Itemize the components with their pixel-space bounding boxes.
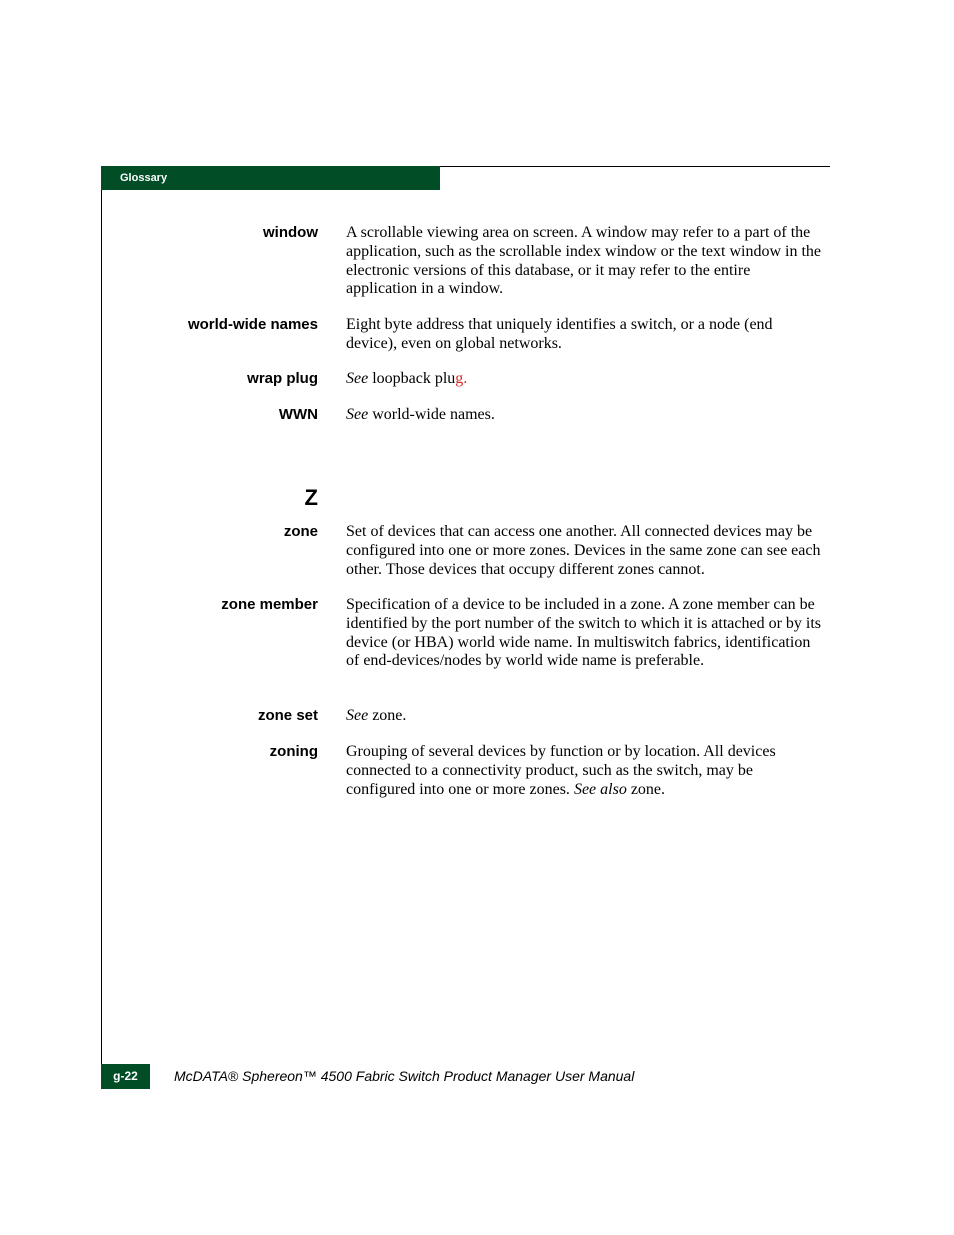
cross-reference-highlight: g — [455, 370, 464, 387]
glossary-term-world-wide-names: world-wide names — [187, 316, 318, 333]
glossary-term-zone-set: zone set — [257, 707, 318, 724]
glossary-definition-zoning — [346, 743, 824, 799]
glossary-definition-wwn — [346, 406, 824, 425]
glossary-definition-window: A scrollable viewing area on screen. A window may refer to a part of the application, such as the scrollable index window or the text window in the electronic versions of this database, or it may refer to the entire application in a window. — [346, 224, 821, 298]
glossary-definition-wrap-plug — [346, 370, 824, 389]
glossary-definition-zone: Set of devices that can access one another. All connected devices may be configured into one or more zones. Devices in the same zone can see each other. Those devices that occupy different zones cannot. — [346, 523, 821, 578]
cross-reference-text[interactable]: world-wide names. — [372, 406, 495, 423]
glossary-definition-world-wide-names: Eight byte address that uniquely identifies a switch, or a node (end device), even on global networks. — [346, 316, 773, 352]
see-also-label: See also — [573, 780, 627, 798]
glossary-definition-zone-member: Specification of a device to be included in a zone. A zone member can be identified by the port number of the switch to which it is attached or by its device (or HBA) world wide name. In multiswitch fabrics, identification of end-devices/nodes by world wide name is preferable. — [346, 596, 822, 670]
glossary-term-wwn: WWN — [278, 406, 318, 423]
see-label: See — [346, 406, 369, 423]
cross-reference-text: loopback plu — [372, 370, 456, 387]
cross-reference-text[interactable]: zone. — [630, 780, 666, 798]
cross-reference-link[interactable] — [372, 370, 467, 387]
left-margin-rule — [101, 190, 102, 1087]
see-label: See — [346, 707, 369, 724]
glossary-term-window: window — [263, 224, 318, 241]
glossary-term-wrap-plug: wrap plug — [247, 370, 318, 387]
see-label: See — [346, 370, 369, 387]
glossary-term-zone-member: zone member — [221, 596, 318, 613]
cross-reference-text[interactable]: zone. — [372, 707, 407, 724]
cross-reference-period: . — [463, 370, 468, 387]
glossary-term-zone: zone — [283, 523, 318, 540]
glossary-definition-zone-set — [346, 707, 824, 726]
header-section-tab: Glossary — [101, 166, 440, 190]
page-number-tab: g-22 — [101, 1064, 150, 1089]
section-letter-heading: Z — [304, 485, 318, 510]
footer-manual-title: McDATA® Sphereon™ 4500 Fabric Switch Product Manager User Manual — [174, 1068, 635, 1084]
definition-text: Grouping of several devices by function or by location. All devices connected to a connectivity product, such as the switch, may be configured into one or more zones. — [346, 743, 776, 798]
glossary-term-zoning: zoning — [269, 743, 318, 760]
